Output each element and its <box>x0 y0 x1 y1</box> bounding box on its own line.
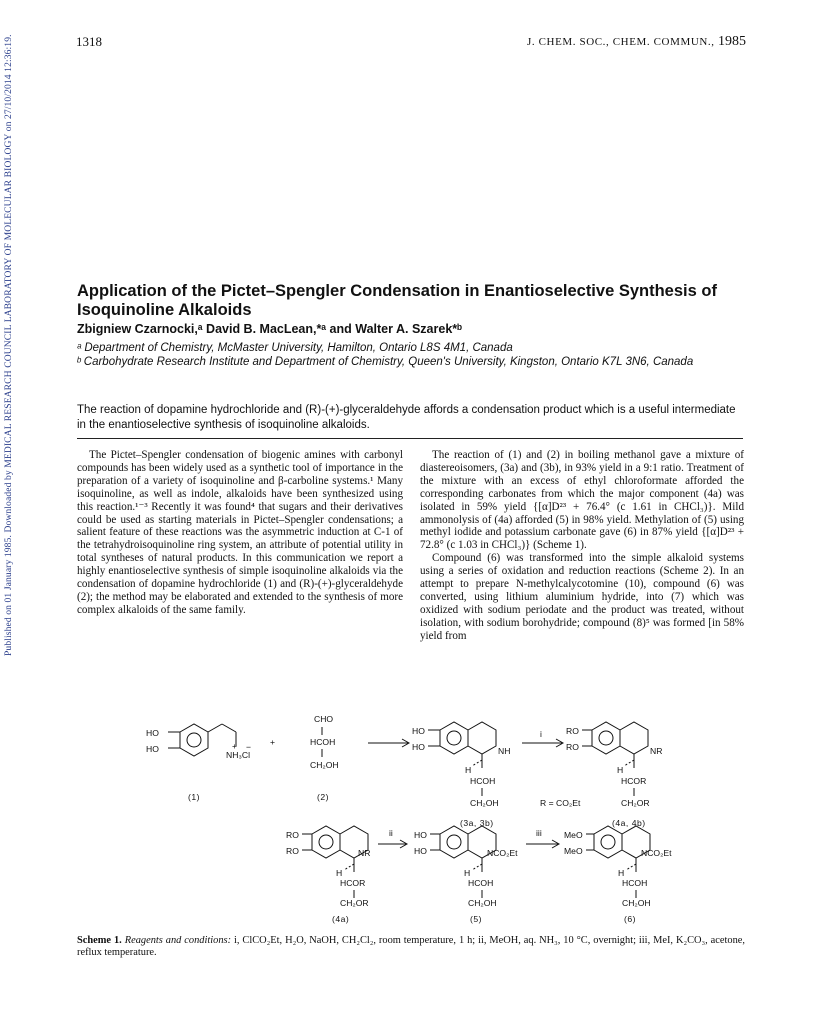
caption-text: i, ClCO₂Et, H₂O, NaOH, CH₂Cl₂, room temperature, 1 h; ii, MeOH, aq. NH₃, 10 °C, overnight; iii, MeI, K₂CO₃, acetone, reflux temperature. <box>77 935 745 959</box>
compound-3-label: (3a, 3b) <box>460 818 494 828</box>
reaction-arrow <box>368 739 409 747</box>
compound-4-structure <box>566 722 662 808</box>
amine-label: NH <box>498 746 511 756</box>
hydroxy-label: HO <box>146 744 159 754</box>
carbonate-ester-label: RO <box>286 846 299 856</box>
hydroxymethyl-label: CH₂OH <box>622 898 651 908</box>
carbamate-label: NR <box>358 848 371 858</box>
acylated-methine-label: HCOR <box>340 878 366 888</box>
journal-name: J. CHEM. SOC., CHEM. COMMUN., <box>527 36 715 48</box>
hydroxymethine-label: HCOH <box>310 737 336 747</box>
caption-label: Scheme 1. <box>77 935 122 946</box>
journal-year: 1985 <box>718 34 746 49</box>
article-title: Application of the Pictet–Spengler Condensation in Enantioselective Synthesis of Isoquinoline Alkaloids <box>77 282 717 319</box>
methoxy-label: MeO <box>564 846 583 856</box>
hydrogen-label: H <box>465 765 472 775</box>
hydroxy-label: HO <box>414 846 427 856</box>
page-number: 1318 <box>76 34 102 49</box>
hydroxy-label: HO <box>146 728 159 738</box>
hydrogen-label: H <box>464 868 471 878</box>
carbamate-label: NR <box>650 746 663 756</box>
hydroxymethine-label: HCOH <box>468 878 494 888</box>
step-label-ii: ii <box>389 828 393 838</box>
compound-4a-structure <box>286 826 370 908</box>
compound-3-structure <box>412 722 510 808</box>
acylated-methylene-label: CH₂OR <box>621 798 650 808</box>
plus-sign: + <box>270 737 276 747</box>
compound-4-label: (4a, 4b) <box>612 818 646 828</box>
hydroxy-label: HO <box>414 830 427 840</box>
hydroxymethyl-label: CH₂OH <box>310 760 339 770</box>
abstract: The reaction of dopamine hydrochloride and (R)-(+)-glyceraldehyde affords a condensation product which is a useful intermediate in the enantioselective synthesis of isoquinoline alkaloids. <box>77 404 736 431</box>
hydroxymethine-label: HCOH <box>470 776 496 786</box>
body-paragraph: Compound (6) was transformed into the simple alkaloid systems using a series of oxidation and reduction reactions (Scheme 2). In an attempt to prepare N-methylcalycotomine (10), compound (6) was converted, using lithium aluminium hydride, into (7) which was oxidized with sodium periodate and the product was treated, without isolation, with sodium borohydride; compound (8)⁵ was formed [in 58% yield from <box>420 552 744 642</box>
hydroxymethyl-label: CH₂OH <box>468 898 497 908</box>
acylated-methine-label: HCOR <box>621 776 647 786</box>
carbamate-label: NCO₂Et <box>487 848 518 858</box>
hydrogen-label: H <box>618 868 625 878</box>
step-label-iii: iii <box>536 828 542 838</box>
hydrogen-label: H <box>617 765 624 775</box>
carbonate-ester-label: RO <box>286 830 299 840</box>
compound-5-label: (5) <box>470 914 483 924</box>
methoxy-label: MeO <box>564 830 583 840</box>
reaction-arrow-step-i <box>522 729 563 747</box>
caption-intro: Reagents and conditions: <box>124 935 232 946</box>
ammonium-chloride-label: NH₃Cl <box>226 750 251 760</box>
acylated-methylene-label: CH₂OR <box>340 898 369 908</box>
r-group-definition: R = CO₂Et <box>540 798 581 808</box>
step-label-i: i <box>540 729 542 739</box>
author-list: Zbigniew Czarnocki,ᵃ David B. MacLean,*ᵃ and Walter A. Szarek*ᵇ <box>77 322 463 336</box>
reaction-arrow-step-iii <box>526 828 559 848</box>
body-paragraph: The reaction of (1) and (2) in boiling methanol gave a mixture of diastereoisomers, (3a) and (3b), in 93% yield in a 9:1 ratio. Treatment of the mixture with an excess of ethyl chloroformate afforded the corresponding carbonates from which the major component (4a) was isolated in 59% yield {[α]D²³ + 76.4° (c 1.61 in CHCl₃)}. Mild ammonolysis of (4a) afforded (5) in 98% yield. Methylation of (5) using methyl iodide and potassium carbonate gave (6) in 87% yield {[α]D²³ + 72.8° (c 1.03 in CHCl₃)} (Scheme 1). <box>420 449 744 552</box>
compound-1-structure <box>146 724 251 760</box>
body-paragraph: The Pictet–Spengler condensation of biogenic amines with carbonyl compounds has been widely used as a synthetic tool of importance in the preparation of a variety of isoquinoline and β-carboline systems.¹ Many isoquinoline, as well as indole, alkaloids have been synthesized using this reaction.¹⁻³ Recently it was found⁴ that sugars and their derivatives could be used as starting materials in Pictet–Spengler condensations; a salient feature of these reactions was the asymmetric induction at C-1 of the tetrahydroisoquinoline ring system, an attribute of potential utility in total syntheses of natural products. In this communication we report a highly enantioselective synthesis of simple isoquinoline alkaloids via the condensation of dopamine hydrochloride (1) and (R)-(+)-glyceraldehyde (2); the method may be elaborated and extended to the synthesis of more complex alkaloids of the same family. <box>77 449 403 616</box>
compound-1-label: (1) <box>188 792 201 802</box>
hydroxymethyl-label: CH₂OH <box>470 798 499 808</box>
compound-6-label: (6) <box>624 914 637 924</box>
positive-charge: + <box>232 741 238 751</box>
carbonate-ester-label: RO <box>566 726 579 736</box>
reaction-arrow-step-ii <box>378 828 407 848</box>
carbamate-label: NCO₂Et <box>641 848 672 858</box>
compound-4a-label: (4a) <box>332 914 350 924</box>
hydroxymethine-label: HCOH <box>622 878 648 888</box>
compound-5-structure <box>414 826 518 908</box>
hydroxy-label: HO <box>412 742 425 752</box>
compound-6-structure <box>564 826 672 908</box>
scheme-caption <box>77 935 745 959</box>
aldehyde-label: CHO <box>314 714 334 724</box>
carbonate-ester-label: RO <box>566 742 579 752</box>
compound-2-label: (2) <box>317 792 330 802</box>
hydrogen-label: H <box>336 868 343 878</box>
affiliation-b: ᵇ Carbohydrate Research Institute and Department of Chemistry, Queen's University, Kingston, Ontario K7L 3N6, Canada <box>77 356 694 368</box>
negative-charge: − <box>246 742 252 752</box>
download-watermark-text: Published on 01 January 1985. Downloaded by MEDICAL RESEARCH COUNCIL LABORATORY OF MOLECULAR BIOLOGY on 27/10/2014 12:36:19. <box>3 34 14 656</box>
compound-2-structure <box>310 714 339 770</box>
affiliation-a: ᵃ Department of Chemistry, McMaster University, Hamilton, Ontario L8S 4M1, Canada <box>77 342 513 354</box>
hydroxy-label: HO <box>412 726 425 736</box>
